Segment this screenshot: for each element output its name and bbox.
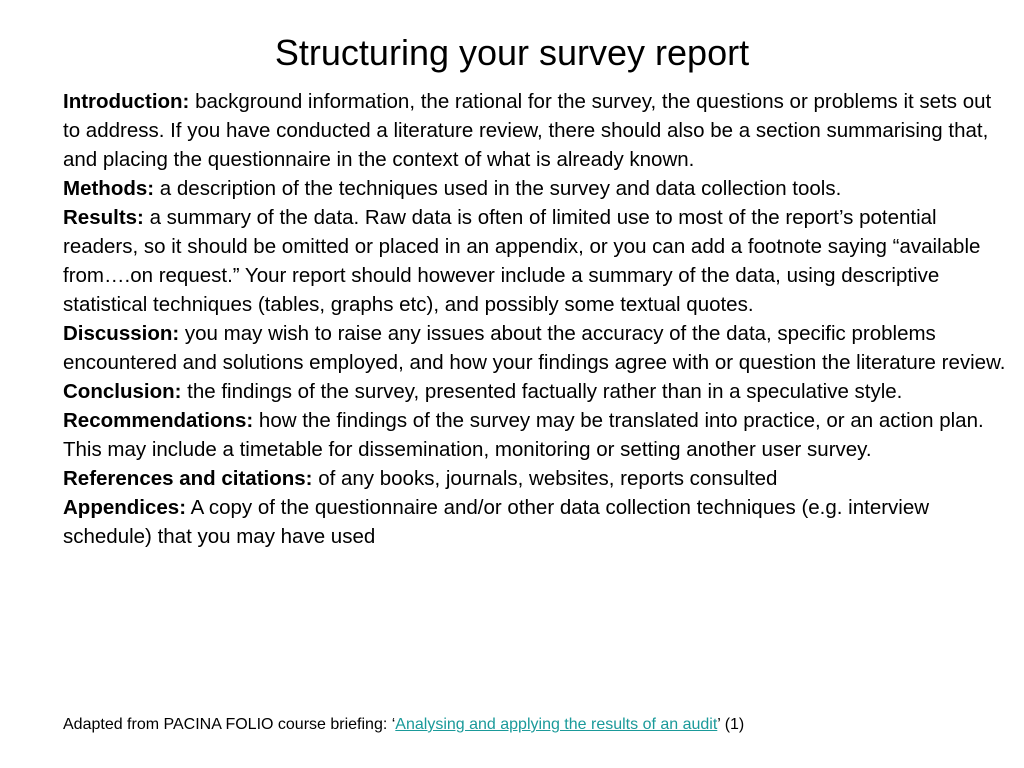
section-introduction <box>63 87 1008 174</box>
section-text: you may wish to raise any issues about the accuracy of the data, specific problems encountered and solutions employed, and how your findings agree with or question the literature review. <box>63 322 1006 374</box>
source-footnote <box>63 713 1008 737</box>
report-structure-list <box>63 87 1008 551</box>
section-text: the findings of the survey, presented factually rather than in a speculative style. <box>181 380 903 403</box>
section-heading: References and citations: <box>63 467 313 490</box>
section-text: A copy of the questionnaire and/or other data collection techniques (e.g. interview schedule) that you may have used <box>63 496 930 548</box>
section-references <box>63 464 1008 493</box>
footnote-prefix: Adapted from PACINA FOLIO course briefing: ‘ <box>63 716 396 733</box>
section-heading: Appendices: <box>63 496 187 519</box>
section-text: background information, the rational for the survey, the questions or problems it sets out to address. If you have conducted a literature review, there should also be a section summarising that, and placing the questionnaire in the context of what is already known. <box>63 90 992 171</box>
section-discussion <box>63 319 1008 377</box>
section-text: of any books, journals, websites, reports consulted <box>312 467 778 490</box>
section-text: how the findings of the survey may be translated into practice, or an action plan. This may include a timetable for dissemination, monitoring or setting another user survey. <box>63 409 984 461</box>
section-heading: Methods: <box>63 177 155 200</box>
source-link[interactable]: Analysing and applying the results of an audit <box>395 716 718 733</box>
footnote-suffix: ’ (1) <box>717 716 745 733</box>
section-heading: Results: <box>63 206 144 229</box>
section-heading: Conclusion: <box>63 380 182 403</box>
section-conclusion <box>63 377 1008 406</box>
slide-title: Structuring your survey report <box>274 32 750 73</box>
section-recommendations <box>63 406 1008 464</box>
section-appendices <box>63 493 1008 551</box>
section-heading: Recommendations: <box>63 409 254 432</box>
section-results <box>63 203 1008 319</box>
section-text: a description of the techniques used in the survey and data collection tools. <box>154 177 842 200</box>
section-methods <box>63 174 1008 203</box>
section-heading: Discussion: <box>63 322 180 345</box>
section-heading: Introduction: <box>63 90 190 113</box>
section-text: a summary of the data. Raw data is often of limited use to most of the report’s potential readers, so it should be omitted or placed in an appendix, or you can add a footnote saying “available from….on request.” Your report should however include a summary of the data, using descriptive statistical techniques (tables, graphs etc), and possibly some textual quotes. <box>63 206 981 316</box>
